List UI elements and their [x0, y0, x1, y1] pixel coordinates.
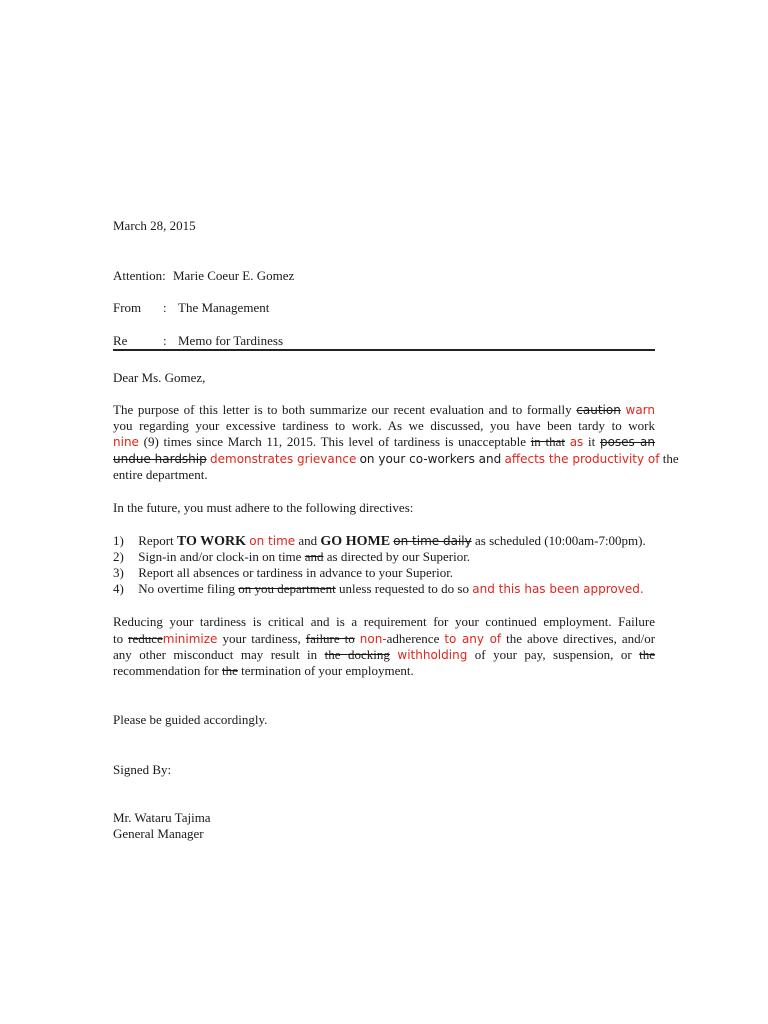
p2-text: adherence	[386, 631, 440, 646]
from-row	[113, 300, 269, 316]
emphasis-text: GO HOME	[320, 534, 391, 549]
list-text: Report all absences or tardiness in advance to your Superior.	[138, 565, 454, 580]
closing-line: Please be guided accordingly.	[113, 712, 268, 727]
p2-line-3	[113, 647, 655, 663]
p1-line-1	[113, 402, 655, 418]
p1-text: on your co-workers and	[359, 452, 502, 466]
p1-text: you regarding your excessive tardiness to work. As we discussed, you have been tardy to work	[113, 418, 655, 433]
deleted-text: poses an	[599, 435, 656, 449]
deleted-text: and	[304, 549, 324, 564]
directive-4	[113, 581, 644, 597]
attention-value: Marie Coeur E. Gomez	[172, 268, 295, 283]
p2-text: Reducing your tardiness is critical and is a requirement for your continued employment. Failure	[113, 614, 655, 629]
deleted-text: in that	[530, 434, 565, 449]
list-number: 3)	[113, 565, 124, 580]
deleted-text: on time daily	[393, 534, 472, 548]
re-label: Re	[113, 333, 128, 348]
directives-intro: In the future, you must adhere to the following directives:	[113, 500, 414, 515]
p1-line-2	[113, 418, 655, 434]
deleted-text: the docking	[324, 647, 390, 662]
p1-text: The purpose of this letter is to both summarize our recent evaluation and to formally	[113, 402, 572, 417]
p2-text: recommendation for	[113, 663, 219, 678]
list-text: as scheduled (10:00am-7:00pm).	[474, 533, 646, 548]
p2-line-2	[113, 631, 655, 647]
inserted-text: as	[569, 435, 584, 449]
inserted-text: minimize	[162, 632, 218, 646]
emphasis-text: TO WORK	[176, 534, 247, 549]
signer-name: Mr. Wataru Tajima	[113, 810, 211, 825]
p2-text: the above directives, and/or	[506, 631, 656, 646]
deleted-text: caution	[576, 403, 621, 417]
deleted-text: the	[222, 663, 238, 678]
deleted-text: on you department	[238, 581, 336, 596]
p2-text: to	[113, 631, 124, 646]
inserted-text: affects the productivity of	[504, 452, 660, 466]
inserted-text: to any of	[444, 632, 502, 646]
re-colon: :	[163, 333, 167, 348]
signed-by-label: Signed By:	[113, 762, 172, 777]
inserted-text: demonstrates grievance	[210, 452, 357, 466]
p2-line-4	[113, 663, 414, 679]
deleted-text: undue hardship	[113, 452, 207, 466]
p1-text: it	[588, 434, 596, 449]
from-value: The Management	[178, 300, 270, 315]
directive-1	[113, 533, 646, 550]
from-colon: :	[163, 300, 167, 315]
header-divider	[113, 349, 655, 351]
deleted-text: failure to	[305, 631, 355, 646]
inserted-text: non-	[359, 632, 387, 646]
list-text: as directed by our Superior.	[326, 549, 471, 564]
p2-text: termination of your employment.	[241, 663, 414, 678]
list-text: No overtime filing	[138, 581, 236, 596]
p1-line-3	[113, 434, 655, 450]
p2-text: any other misconduct may result in	[113, 647, 318, 662]
directive-2	[113, 549, 470, 565]
deleted-text: the	[639, 647, 656, 662]
p2-line-1	[113, 614, 655, 630]
list-number: 4)	[113, 581, 124, 596]
list-number: 2)	[113, 549, 124, 564]
memo-date: March 28, 2015	[113, 218, 196, 233]
deleted-text: reduce	[128, 631, 163, 646]
p2-text: of your pay, suspension, or	[474, 647, 632, 662]
list-text: Sign-in and/or clock-in on time	[138, 549, 302, 564]
re-value: Memo for Tardiness	[178, 333, 283, 348]
p1-text: (9) times since March 11, 2015. This level of tardiness is unacceptable	[143, 434, 526, 449]
from-label: From	[113, 300, 142, 315]
salutation: Dear Ms. Gomez,	[113, 370, 206, 385]
attention-row	[113, 268, 294, 284]
directive-3	[113, 565, 453, 581]
inserted-text: on time	[249, 534, 296, 548]
list-text: unless requested to do so	[339, 581, 469, 596]
list-number: 1)	[113, 533, 124, 548]
inserted-text: withholding	[397, 648, 468, 662]
p1-text: the	[662, 451, 679, 466]
attention-label: Attention:	[113, 268, 166, 283]
re-row	[113, 333, 283, 349]
signer-title: General Manager	[113, 826, 204, 841]
p1-line-5: entire department.	[113, 467, 208, 482]
p2-text: your tardiness,	[222, 631, 301, 646]
p1-line-4	[113, 451, 679, 467]
inserted-text: nine	[113, 435, 139, 449]
list-text: Report	[138, 533, 174, 548]
inserted-text: and this has been approved.	[472, 582, 644, 596]
list-text: and	[298, 533, 318, 548]
inserted-text: warn	[625, 403, 655, 417]
